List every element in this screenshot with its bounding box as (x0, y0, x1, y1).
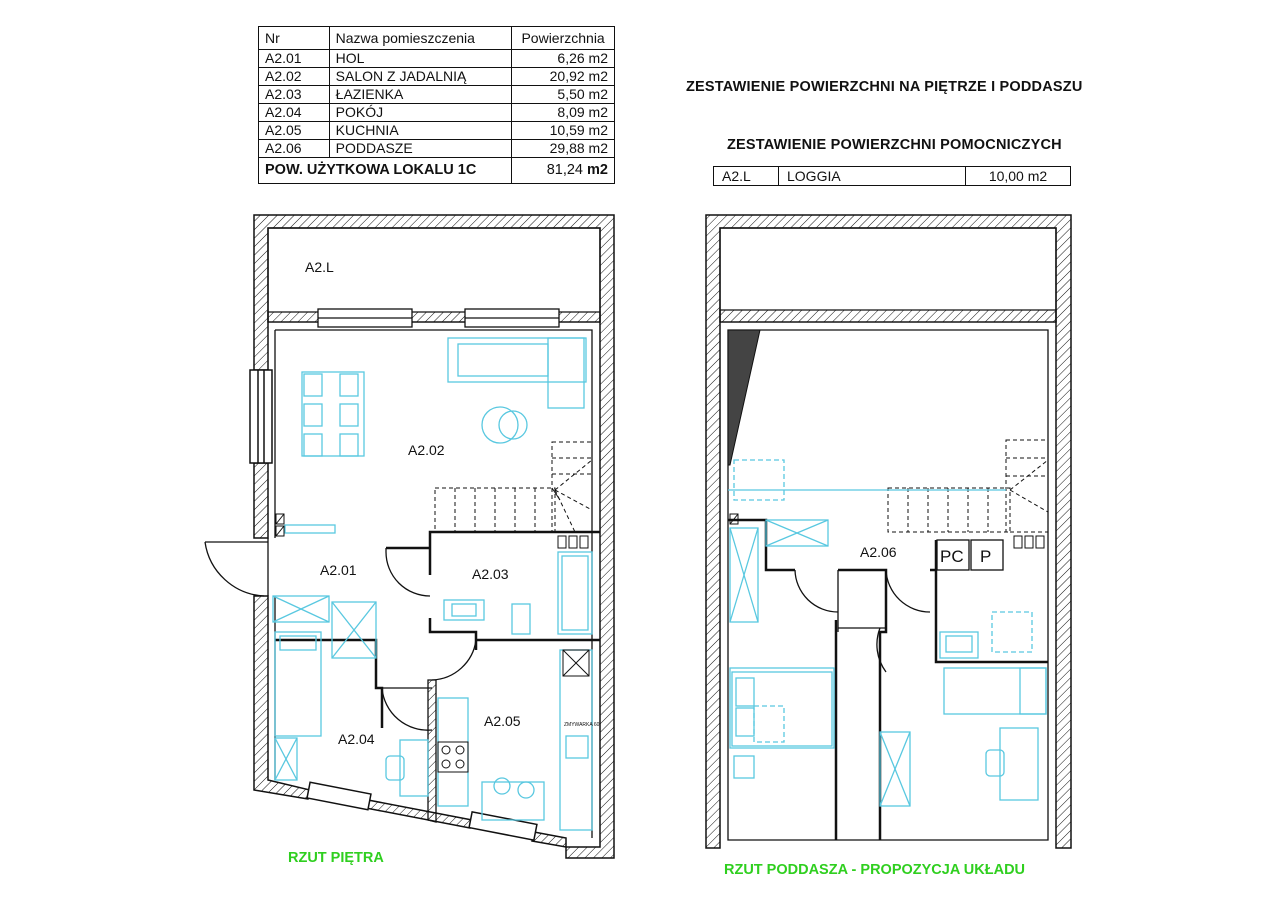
header-name: Nazwa pomieszczenia (329, 27, 512, 50)
loggia-area (720, 228, 1056, 322)
total-number: 81,24 (546, 162, 583, 178)
header-nr: Nr (259, 27, 330, 50)
kitchen-tiles (1014, 536, 1044, 548)
interior-wall (720, 310, 1056, 322)
staircase (888, 440, 1048, 532)
total-label: POW. UŻYTKOWA LOKALU 1C (259, 158, 512, 184)
aux-name: LOGGIA (779, 167, 966, 186)
row-name: POKÓJ (329, 104, 512, 122)
aux-nr: A2.L (714, 167, 779, 186)
row-area: 10,59 m2 (512, 122, 615, 140)
total-unit: m2 (587, 162, 608, 178)
room-label-salon: A2.02 (408, 442, 445, 458)
row-name: PODDASZE (329, 140, 512, 158)
bathroom-door (386, 548, 430, 596)
label-p: P (980, 547, 992, 566)
appliance-note: ZMYWARKA 60 (564, 722, 600, 728)
attic-plan-caption: RZUT PODDASZA - PROPOZYCJA UKŁADU (724, 862, 1026, 878)
room-label-kuchnia: A2.05 (484, 713, 521, 729)
outer-wall (254, 463, 268, 538)
aux-area: 10,00 m2 (966, 167, 1071, 186)
row-area: 5,50 m2 (512, 86, 615, 104)
room-label-pokoj: A2.04 (338, 731, 375, 747)
roof-slope (728, 330, 760, 465)
auxiliary-summary-heading: ZESTAWIENIE POWIERZCHNI POMOCNICZYCH (727, 137, 1062, 153)
row-name: KUCHNIA (329, 122, 512, 140)
room-label-lazienka: A2.03 (472, 566, 509, 582)
row-name: HOL (329, 50, 512, 68)
floor-plan (205, 215, 614, 858)
floors-summary-heading: ZESTAWIENIE POWIERZCHNI NA PIĘTRZE I PODDASZU (686, 79, 1083, 95)
room-label-hol: A2.01 (320, 562, 357, 578)
outer-wall (366, 800, 472, 828)
kitchen-furniture (438, 650, 592, 830)
row-area: 29,88 m2 (512, 140, 615, 158)
outer-wall (254, 596, 310, 799)
room-label-poddasze: A2.06 (860, 544, 897, 560)
loggia-area (268, 228, 600, 322)
bathroom-wall (386, 532, 600, 650)
row-nr: A2.05 (259, 122, 330, 140)
electrical-panel (276, 514, 284, 536)
row-nr: A2.03 (259, 86, 330, 104)
label-pc: PC (940, 547, 964, 566)
row-nr: A2.04 (259, 104, 330, 122)
row-nr: A2.06 (259, 140, 330, 158)
header-area: Powierzchnia (512, 27, 615, 50)
interior-wall (428, 680, 436, 822)
bathroom-fixtures (444, 552, 592, 634)
attic-door (795, 570, 930, 672)
attic-plan (706, 215, 1071, 848)
row-area: 6,26 m2 (512, 50, 615, 68)
staircase (435, 442, 592, 532)
row-area: 8,09 m2 (512, 104, 615, 122)
room-label-loggia: A2.L (305, 259, 334, 275)
entrance-door (205, 538, 268, 596)
furniture (285, 338, 586, 533)
row-name: SALON Z JADALNIĄ (329, 68, 512, 86)
interior-wall (275, 640, 382, 728)
outer-wall (532, 832, 566, 847)
row-name: ŁAZIENKA (329, 86, 512, 104)
row-nr: A2.01 (259, 50, 330, 68)
bedroom-furniture (273, 596, 428, 796)
kitchen-tiles (558, 536, 588, 548)
row-area: 20,92 m2 (512, 68, 615, 86)
floor-plan-caption: RZUT PIĘTRA (288, 850, 384, 866)
row-nr: A2.02 (259, 68, 330, 86)
